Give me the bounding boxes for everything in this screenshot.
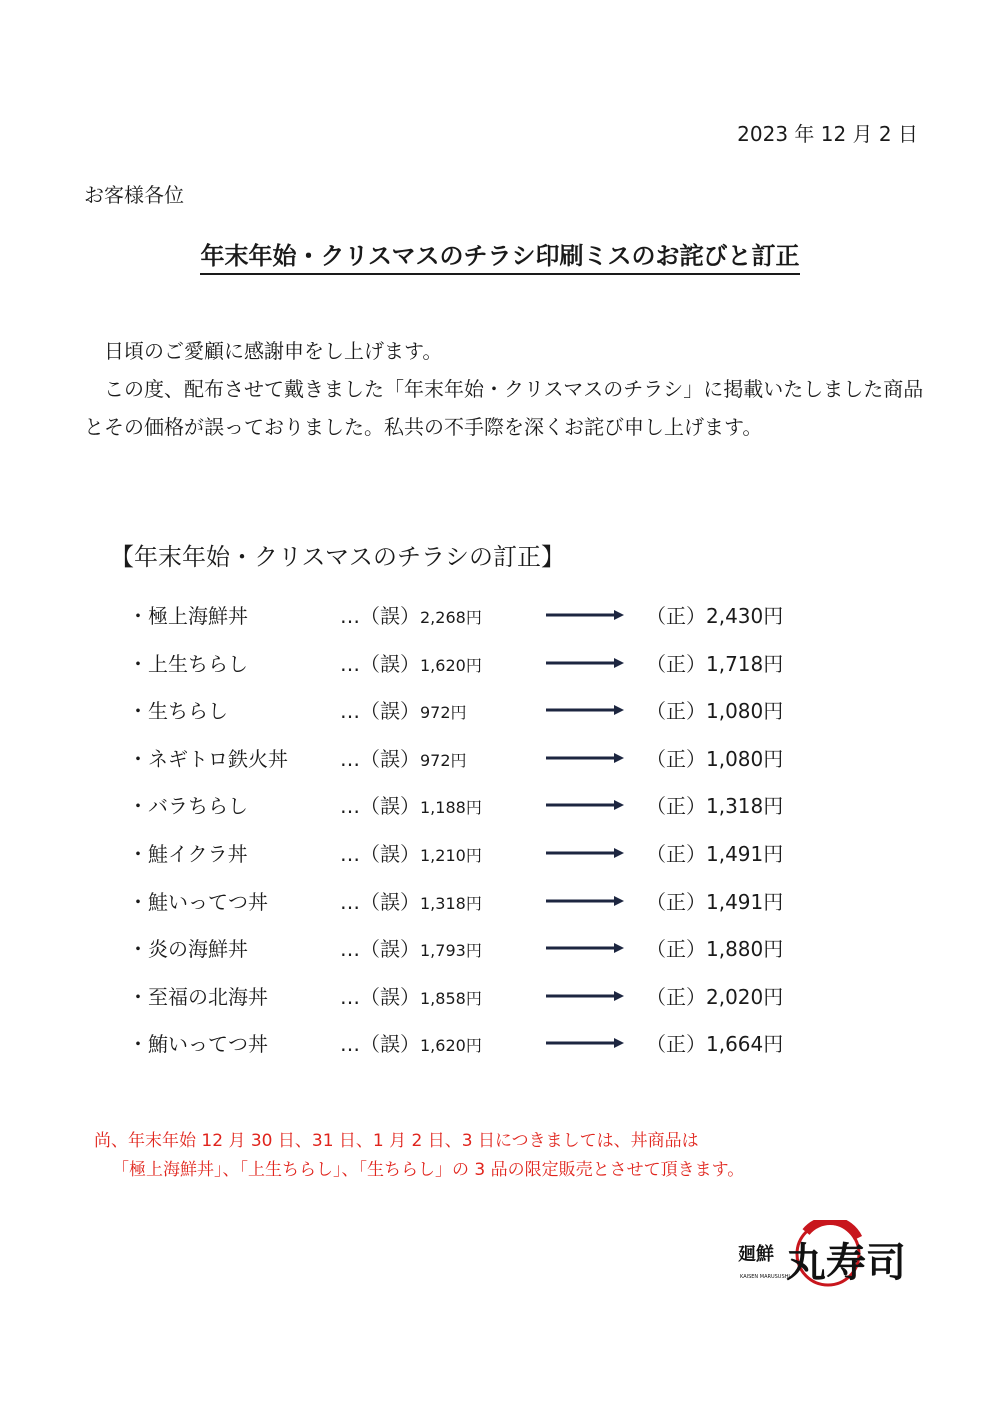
correction-row bbox=[0, 644, 1000, 692]
correct-prefix: （正） bbox=[646, 794, 706, 819]
correct-price-value: 1,491 bbox=[706, 841, 764, 866]
wrong-prefix: …（誤） bbox=[340, 1032, 420, 1057]
item-name: ・上生ちらし bbox=[128, 651, 248, 676]
item-name: ・炎の海鮮丼 bbox=[128, 937, 248, 962]
correction-row bbox=[0, 882, 1000, 930]
wrong-prefix: …（誤） bbox=[340, 604, 420, 628]
correction-row bbox=[0, 786, 1000, 834]
wrong-prefix: …（誤） bbox=[340, 699, 420, 724]
correct-yen: 円 bbox=[763, 889, 784, 914]
correct-price bbox=[646, 743, 783, 772]
wrong-yen: 円 bbox=[465, 845, 482, 865]
correct-yen: 円 bbox=[763, 1032, 784, 1057]
arrow-right-icon bbox=[546, 608, 626, 622]
store-logo bbox=[736, 1220, 916, 1302]
wrong-prefix: …（誤） bbox=[340, 984, 420, 1009]
correct-yen: 円 bbox=[763, 841, 784, 866]
correct-price-value: 1,718 bbox=[706, 651, 764, 676]
item-name: ・鮪いってつ丼 bbox=[128, 1032, 268, 1057]
wrong-prefix: …（誤） bbox=[340, 841, 420, 866]
correction-row bbox=[0, 739, 1000, 787]
correct-price bbox=[646, 886, 783, 915]
correct-price-value: 1,080 bbox=[706, 699, 764, 724]
item-name: ・ネギトロ鉄火丼 bbox=[128, 746, 288, 771]
correct-yen: 円 bbox=[763, 937, 784, 962]
arrow-right-icon bbox=[546, 1036, 626, 1050]
correct-prefix: （正） bbox=[646, 889, 706, 914]
arrow-right-icon bbox=[546, 846, 626, 860]
wrong-price-value: 2,268 bbox=[420, 608, 466, 627]
correction-row bbox=[0, 834, 1000, 882]
wrong-yen: 円 bbox=[465, 1036, 482, 1056]
item-name: ・極上海鮮丼 bbox=[128, 604, 248, 628]
wrong-yen: 円 bbox=[465, 988, 482, 1008]
wrong-price-value: 1,210 bbox=[420, 845, 466, 865]
correction-list bbox=[0, 596, 1000, 1072]
wrong-price bbox=[340, 1028, 482, 1057]
correct-price-value: 1,080 bbox=[706, 746, 764, 771]
correct-price bbox=[646, 838, 783, 867]
wrong-yen: 円 bbox=[465, 655, 482, 675]
wrong-price bbox=[340, 933, 482, 962]
correct-price bbox=[646, 695, 783, 724]
correction-row bbox=[0, 929, 1000, 977]
wrong-price-value: 1,793 bbox=[420, 941, 466, 961]
wrong-yen: 円 bbox=[465, 893, 482, 913]
wrong-yen: 円 bbox=[450, 750, 467, 770]
wrong-price-value: 1,318 bbox=[420, 893, 466, 913]
correct-yen: 円 bbox=[763, 699, 784, 724]
item-name: ・鮭イクラ丼 bbox=[128, 841, 248, 866]
correct-price bbox=[646, 600, 783, 629]
arrow-right-icon bbox=[546, 989, 626, 1003]
correction-heading: 【年末年始・クリスマスのチラシの訂正】 bbox=[110, 543, 566, 571]
wrong-price bbox=[340, 648, 482, 677]
wrong-price-value: 1,620 bbox=[420, 655, 466, 675]
item-name: ・鮭いってつ丼 bbox=[128, 889, 268, 914]
item-name: ・生ちらし bbox=[128, 699, 228, 724]
title-text: 年末年始・クリスマスのチラシ印刷ミスのお詫びと訂正 bbox=[200, 242, 799, 275]
wrong-price-value: 1,188 bbox=[420, 798, 466, 818]
notice-line-1: 尚、年末年始 12 月 30 日、31 日、1 月 2 日、3 日につきましては、丼商品は bbox=[94, 1131, 699, 1151]
arrow-right-icon bbox=[546, 656, 626, 670]
correct-yen: 円 bbox=[763, 604, 784, 628]
correct-price bbox=[646, 981, 783, 1010]
correct-price-value: 1,491 bbox=[706, 889, 764, 914]
correct-price bbox=[646, 1028, 783, 1057]
correct-yen: 円 bbox=[763, 746, 784, 771]
wrong-yen: 円 bbox=[465, 798, 482, 818]
correct-prefix: （正） bbox=[646, 984, 706, 1009]
notice-line-2: 「極上海鮮丼」、「上生ちらし」、「生ちらし」の 3 品の限定販売とさせて頂きます。 bbox=[112, 1160, 745, 1180]
wrong-prefix: …（誤） bbox=[340, 889, 420, 914]
correction-row bbox=[0, 596, 1000, 644]
wrong-price-value: 1,620 bbox=[420, 1036, 466, 1056]
document-title bbox=[0, 236, 1000, 271]
wrong-yen: 円 bbox=[450, 703, 467, 723]
correct-prefix: （正） bbox=[646, 604, 706, 628]
correct-prefix: （正） bbox=[646, 841, 706, 866]
wrong-price bbox=[340, 600, 482, 629]
wrong-prefix: …（誤） bbox=[340, 794, 420, 819]
wrong-price-value: 972 bbox=[420, 703, 451, 723]
correct-price bbox=[646, 790, 783, 819]
correct-yen: 円 bbox=[763, 984, 784, 1009]
correct-price-value: 2,020 bbox=[706, 984, 764, 1009]
correct-yen: 円 bbox=[763, 794, 784, 819]
logo-graphic bbox=[736, 1220, 916, 1302]
wrong-price bbox=[340, 981, 482, 1010]
correction-row bbox=[0, 691, 1000, 739]
correct-yen: 円 bbox=[763, 651, 784, 676]
correct-price-value: 1,664 bbox=[706, 1032, 764, 1057]
wrong-price bbox=[340, 695, 467, 724]
correct-price bbox=[646, 648, 783, 677]
wrong-price bbox=[340, 743, 467, 772]
wrong-price-value: 972 bbox=[420, 750, 451, 770]
correct-price-value: 2,430 bbox=[706, 604, 764, 628]
item-name: ・バラちらし bbox=[128, 794, 248, 819]
addressee: お客様各位 bbox=[84, 183, 184, 207]
arrow-right-icon bbox=[546, 703, 626, 717]
correct-price-value: 1,318 bbox=[706, 794, 764, 819]
logo-name-text: 丸寿司 bbox=[786, 1239, 906, 1286]
greeting-paragraph: 日頃のご愛顧に感謝申をし上げます。 bbox=[84, 339, 443, 363]
wrong-prefix: …（誤） bbox=[340, 937, 420, 962]
arrow-right-icon bbox=[546, 751, 626, 765]
wrong-price bbox=[340, 790, 482, 819]
logo-romaji-text: KAISEN MARUSUSHI bbox=[740, 1274, 790, 1280]
correct-price-value: 1,880 bbox=[706, 937, 764, 962]
correction-row bbox=[0, 1024, 1000, 1072]
correct-prefix: （正） bbox=[646, 699, 706, 724]
document-date: 2023 年 12 月 2 日 bbox=[737, 122, 918, 146]
wrong-yen: 円 bbox=[465, 941, 482, 961]
wrong-price bbox=[340, 886, 482, 915]
wrong-yen: 円 bbox=[465, 608, 482, 627]
logo-kaisen-text: 廻鮮 bbox=[738, 1244, 774, 1265]
wrong-prefix: …（誤） bbox=[340, 651, 420, 676]
correct-prefix: （正） bbox=[646, 937, 706, 962]
correction-row bbox=[0, 977, 1000, 1025]
arrow-right-icon bbox=[546, 798, 626, 812]
wrong-price-value: 1,858 bbox=[420, 988, 466, 1008]
wrong-prefix: …（誤） bbox=[340, 746, 420, 771]
correct-prefix: （正） bbox=[646, 746, 706, 771]
correct-prefix: （正） bbox=[646, 1032, 706, 1057]
arrow-right-icon bbox=[546, 941, 626, 955]
correct-price bbox=[646, 933, 783, 962]
item-name: ・至福の北海丼 bbox=[128, 984, 268, 1009]
wrong-price bbox=[340, 838, 482, 867]
apology-paragraph: この度、配布させて戴きました「年末年始・クリスマスのチラシ」に掲載いたしました商品とその価格が誤っておりました。私共の不手際を深くお詫び申し上げます。 bbox=[84, 377, 924, 439]
arrow-right-icon bbox=[546, 894, 626, 908]
correct-prefix: （正） bbox=[646, 651, 706, 676]
